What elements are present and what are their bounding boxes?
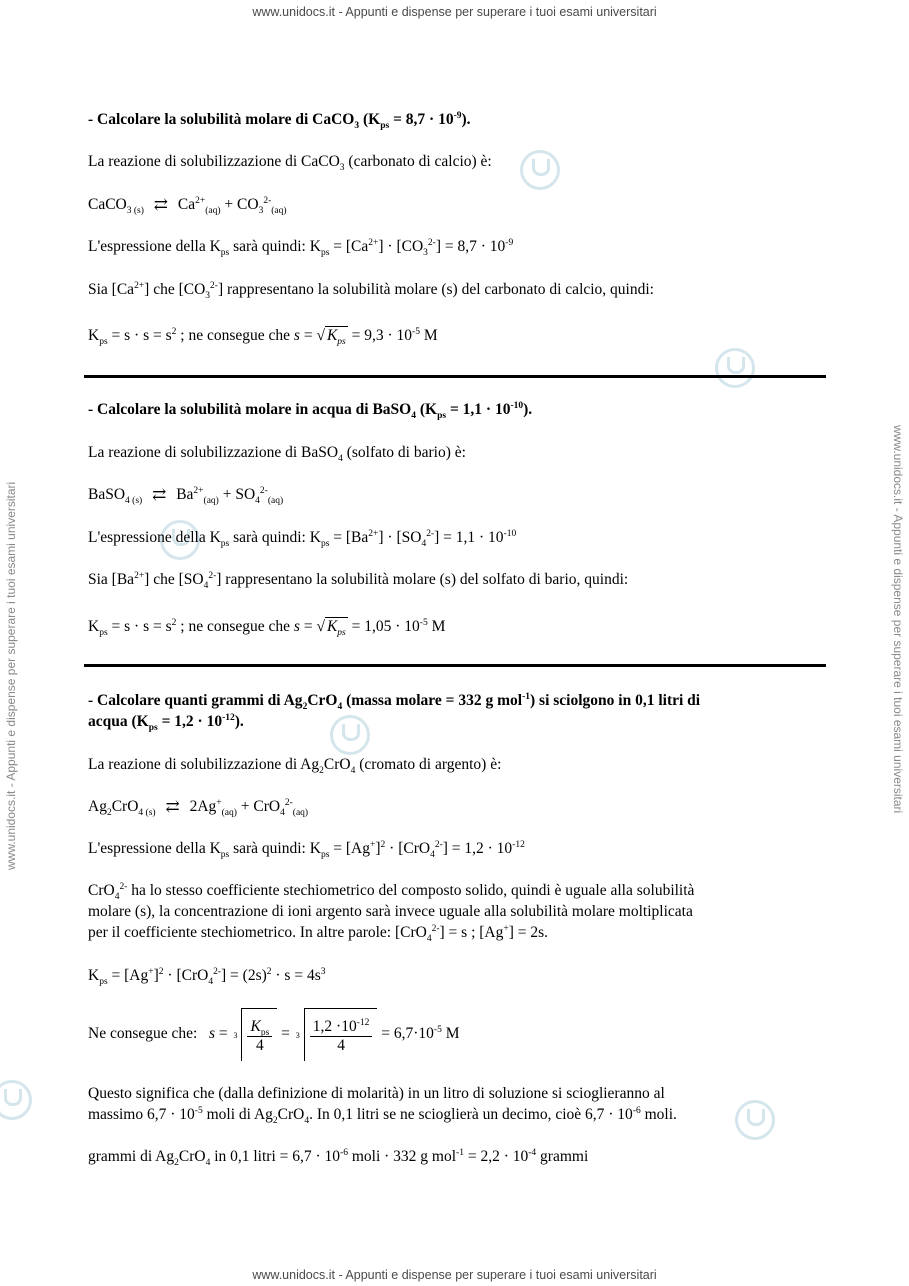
ex3-paragraph-2: Questo significa che (dalla definizione di molarità) in un litro di soluzione si scioglieranno al massimo $6,7 \cdot 10^{-5}$ moli di $Ag_2CrO_4$. In 0,1 litri se ne scioglierà un decimo, cioè $6,7 \cdot 10^{-6}$ moli. (88, 1085, 677, 1127)
equilibrium-arrow-icon: ⇄ (152, 485, 167, 504)
ex2-both-represent: Sia $[Ba^{2+}]$ che $[SO_4^{2-}]$ rappresentano la solubilità molare (s) del solfato di bario, quindi: (88, 570, 629, 592)
ex3-reaction-intro: La reazione di solubilizzazione di $Ag_2CrO_4$ (cromato di argento) è: (88, 756, 502, 777)
ex1-reaction-intro: La reazione di solubilizzazione di CaCO$_3$ (carbonato di calcio) è: (88, 153, 492, 174)
ex3-kps-expression: L'espressione della $K_{ps}$ sarà quindi: $K_{ps} = [Ag^+]^2 \cdot [CrO_4^{2-}] = 1,2 \cdot 10^{-12}$ (88, 839, 525, 861)
ex1-result: $K_{ps} = s \cdot s = s^2$ ; ne consegue che s = √ $K_{ps} = 9,3 \cdot 10^{-5}$ M (88, 326, 438, 348)
ex1-kps-expression: L'espressione della $K_{ps}$ sarà quindi: $K_{ps} = [Ca^{2+}] \cdot [CO_3^{2-}] = 8,7 \cdot 10^{-9}$ (88, 237, 514, 259)
ex3-paragraph-1: CrO$_4^{2-}$ ha lo stesso coefficiente stechiometrico del composto solido, quindi è uguale alla solubilità molare (s), la concentrazione di ioni argento sarà invece uguale alla solubilità molare moltiplicata per il coefficiente stechiometrico. In altre parole: [CrO$_4^{2-}$] = s ; [Ag+] = 2s. (88, 881, 695, 945)
section-divider (84, 664, 826, 667)
ex2-result: $K_{ps} = s \cdot s = s^2$ ; ne consegue che s = √ $K_{ps} = 1,05 \cdot 10^{-5}$ M (88, 617, 446, 639)
ex1-both-represent: Sia $[Ca^{2+}]$ che $[CO_3^{2-}]$ rappresentano la solubilità molare (s) del carbonato di calcio, quindi: (88, 280, 654, 302)
ex1-equation: CaCO$_{3 (s)}$ ⇄ $Ca^{2+}_{(aq)} + CO_3^{2-}_{(aq)}$ (88, 195, 287, 217)
side-watermark-left: www.unidocs.it - Appunti e dispense per superare i tuoi esami universitari (4, 481, 18, 870)
equilibrium-arrow-icon: ⇄ (153, 195, 169, 214)
ex3-kps-cube: $K_{ps} = [Ag^+]^2 \cdot [CrO_4^{2-}] = (2s)^2 \cdot s = 4s^3$ (88, 966, 326, 988)
side-watermark-right: www.unidocs.it - Appunti e dispense per superare i tuoi esami universitari (891, 425, 905, 814)
watermark-logo-icon (0, 1080, 32, 1120)
ex2-equation: BaSO$_{4 (s)}$ ⇄ $Ba^{2+}_{(aq)} + SO_4^{2-}_{(aq)}$ (88, 485, 284, 507)
equilibrium-arrow-icon: ⇄ (165, 797, 180, 816)
ex1-title: - Calcolare la solubilità molare di CaCO$_3$ $(K_{ps} = 8,7 \cdot 10^{-9})$. (88, 110, 471, 132)
ex2-reaction-intro: La reazione di solubilizzazione di BaSO$_4$ (solfato di bario) è: (88, 444, 466, 465)
ex2-title: - Calcolare la solubilità molare in acqua di BaSO$_4$ $(K_{ps} = 1,1 \cdot 10^{-10})$. (88, 400, 533, 422)
section-divider (84, 375, 826, 378)
watermark-logo-icon (520, 150, 560, 190)
page-footer: www.unidocs.it - Appunti e dispense per superare i tuoi esami universitari (252, 1268, 657, 1282)
ex2-kps-expression: L'espressione della $K_{ps}$ sarà quindi: $K_{ps} = [Ba^{2+}] \cdot [SO_4^{2-}] = 1,1 \cdot 10^{-10}$ (88, 528, 517, 550)
ex3-grams-result: grammi di $Ag_2CrO_4$ in 0,1 litri = $6,7 \cdot 10^{-6}$ moli · 332 g $mol^{-1} = 2,2 \cdot 10^{-4}$ grammi (88, 1147, 589, 1169)
ex3-title: - Calcolare quanti grammi di $Ag_2CrO_4$ (massa molare = 332 g mol$^{-1}$) si sciolgono in 0,1 litri di acqua $(K_{ps} = 1,2 \cdot 10^{-12})$. (88, 691, 701, 734)
watermark-logo-icon (715, 348, 755, 388)
ex3-equation: $Ag_2CrO_{4 (s)}$ ⇄ $2Ag^+_{(aq)} + CrO_4^{2-}_{(aq)}$ (88, 797, 309, 819)
ex3-consequence: Ne consegue che: s = $3 \frac{K_{ps}}{4}$ = $3 \frac{1,2 \cdot 10^{-12}}{4}$ = $6,7\cdot 10^{-5}$ M (88, 1008, 460, 1058)
page-header: www.unidocs.it - Appunti e dispense per superare i tuoi esami universitari (252, 5, 657, 19)
